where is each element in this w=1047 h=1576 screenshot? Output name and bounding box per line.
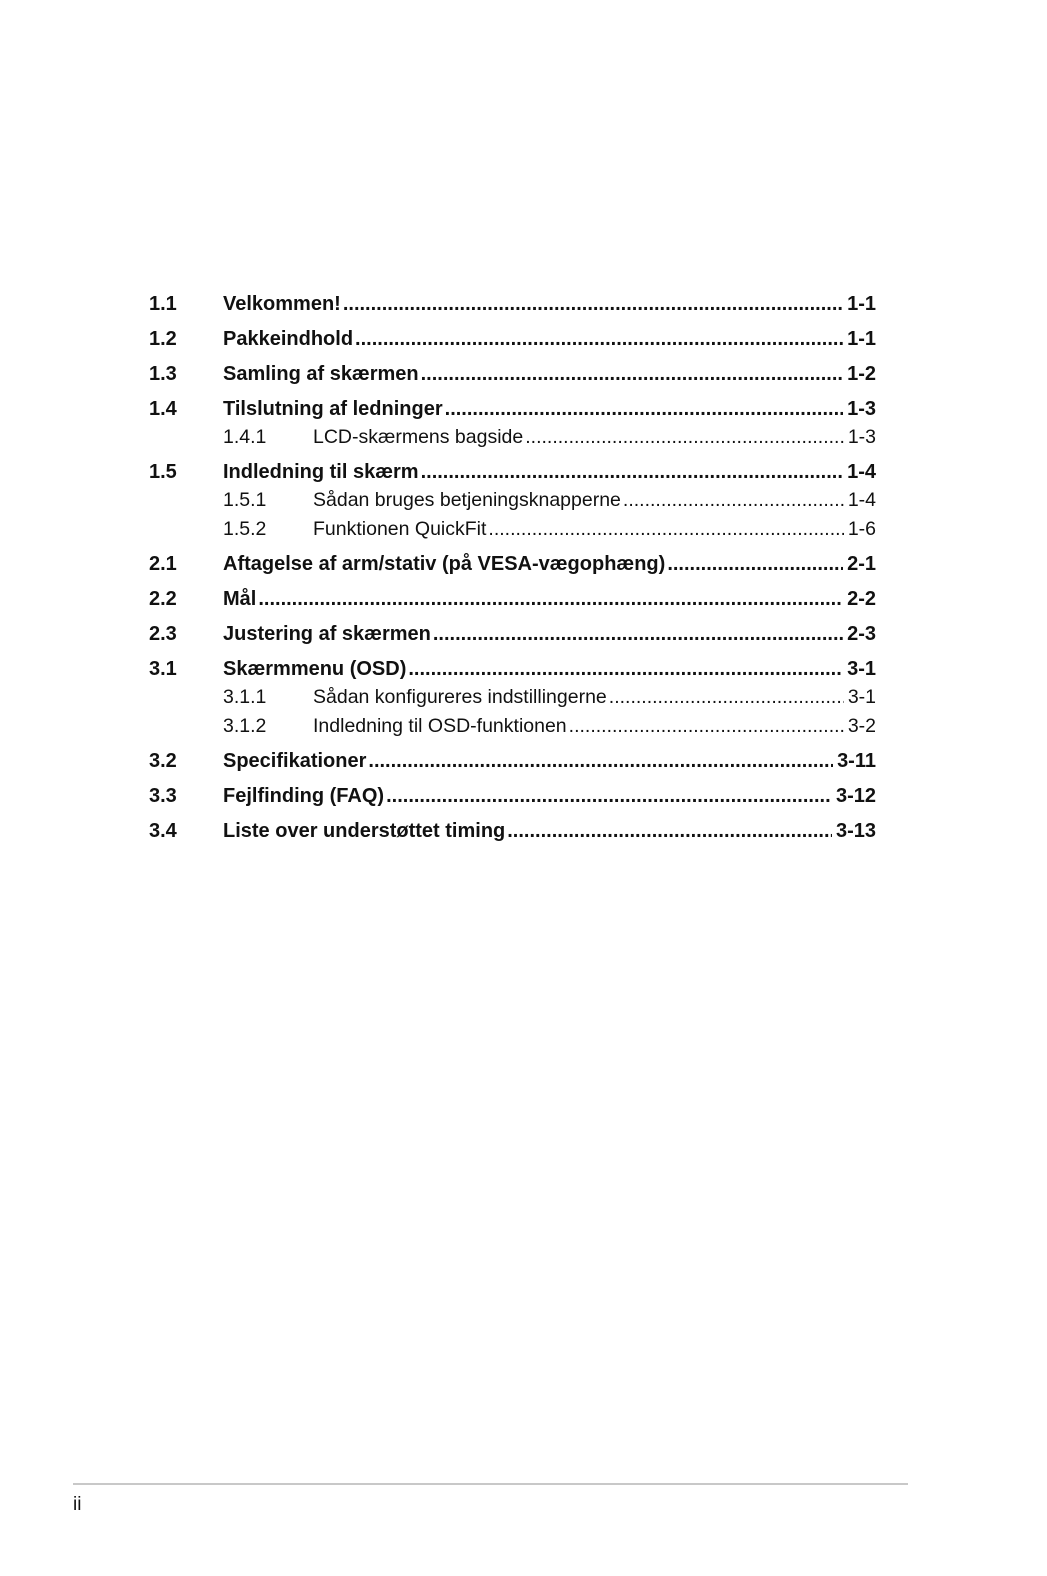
toc-entry[interactable] bbox=[149, 582, 876, 617]
toc-entry-page: 3-1 bbox=[847, 686, 876, 708]
toc-entry-title: Liste over understøttet timing bbox=[223, 820, 506, 842]
toc-entry-number: 2.2 bbox=[149, 588, 177, 610]
toc-dot-leader bbox=[569, 712, 844, 741]
toc-entry-title: Mål bbox=[223, 588, 257, 610]
toc-entry-number: 1.4 bbox=[149, 398, 177, 420]
toc-entry-number: 1.4.1 bbox=[223, 426, 267, 448]
toc-entry-number: 3.1.1 bbox=[223, 686, 267, 708]
toc-subentry[interactable] bbox=[149, 423, 876, 452]
toc-entry-page: 3-12 bbox=[835, 785, 876, 807]
toc-entry-number: 3.1.2 bbox=[223, 715, 267, 737]
toc-entry[interactable] bbox=[149, 617, 876, 652]
toc-dot-leader bbox=[258, 582, 843, 617]
toc-entry-title: Sådan bruges betjeningsknapperne bbox=[313, 489, 621, 511]
toc-entry-number: 1.5.1 bbox=[223, 489, 267, 511]
toc-entry[interactable] bbox=[149, 652, 876, 687]
toc-entry-page: 2-2 bbox=[847, 588, 876, 610]
toc-entry-number: 1.5.2 bbox=[223, 518, 267, 540]
toc-entry-title: Samling af skærmen bbox=[223, 363, 419, 385]
toc-dot-leader bbox=[386, 779, 832, 814]
toc-entry[interactable] bbox=[149, 814, 876, 849]
toc-entry[interactable] bbox=[149, 455, 876, 490]
toc-dot-leader bbox=[623, 486, 844, 515]
toc-dot-leader bbox=[408, 652, 843, 687]
toc-entry-page: 1-3 bbox=[847, 426, 876, 448]
toc-entry-page: 3-1 bbox=[847, 658, 876, 680]
toc-entry-title: Tilslutning af ledninger bbox=[223, 398, 443, 420]
toc-entry-page: 2-3 bbox=[847, 623, 876, 645]
toc-subentry[interactable] bbox=[149, 486, 876, 515]
toc-entry-number: 2.3 bbox=[149, 623, 177, 645]
toc-subentry[interactable] bbox=[149, 515, 876, 544]
toc-dot-leader bbox=[421, 357, 843, 392]
toc-entry-title: LCD-skærmens bagside bbox=[313, 426, 524, 448]
toc-entry-number: 3.3 bbox=[149, 785, 177, 807]
toc-entry-title: Aftagelse af arm/stativ (på VESA-vægophæng) bbox=[223, 553, 666, 575]
toc-entry-number: 1.3 bbox=[149, 363, 177, 385]
toc-entry-title: Specifikationer bbox=[223, 750, 367, 772]
toc-entry-title: Fejlfinding (FAQ) bbox=[223, 785, 385, 807]
toc-dot-leader bbox=[343, 287, 843, 322]
toc-entry-page: 1-4 bbox=[847, 461, 876, 483]
toc-entry-number: 1.1 bbox=[149, 293, 177, 315]
toc-entry-number: 3.4 bbox=[149, 820, 177, 842]
table-of-contents bbox=[149, 287, 876, 849]
toc-entry-title: Skærmmenu (OSD) bbox=[223, 658, 407, 680]
toc-dot-leader bbox=[667, 547, 843, 582]
toc-entry-page: 1-2 bbox=[847, 363, 876, 385]
toc-entry-page: 1-4 bbox=[847, 489, 876, 511]
toc-dot-leader bbox=[609, 683, 844, 712]
toc-entry-page: 3-13 bbox=[835, 820, 876, 842]
toc-dot-leader bbox=[433, 617, 843, 652]
toc-entry-title: Indledning til OSD-funktionen bbox=[313, 715, 567, 737]
toc-entry-number: 2.1 bbox=[149, 553, 177, 575]
toc-dot-leader bbox=[421, 455, 844, 490]
toc-entry-title: Justering af skærmen bbox=[223, 623, 431, 645]
toc-entry[interactable] bbox=[149, 744, 876, 779]
toc-entry-title: Indledning til skærm bbox=[223, 461, 419, 483]
toc-dot-leader bbox=[355, 322, 843, 357]
toc-entry-number: 3.2 bbox=[149, 750, 177, 772]
toc-entry-page: 1-3 bbox=[847, 398, 876, 420]
toc-entry-number: 1.5 bbox=[149, 461, 177, 483]
toc-entry[interactable] bbox=[149, 779, 876, 814]
toc-entry-number: 3.1 bbox=[149, 658, 177, 680]
toc-entry[interactable] bbox=[149, 357, 876, 392]
toc-entry[interactable] bbox=[149, 287, 876, 322]
toc-entry-page: 3-2 bbox=[847, 715, 876, 737]
footer-divider bbox=[73, 1483, 908, 1485]
toc-dot-leader bbox=[368, 744, 833, 779]
toc-entry-number: 1.2 bbox=[149, 328, 177, 350]
toc-entry-title: Sådan konfigureres indstillingerne bbox=[313, 686, 607, 708]
toc-subentry[interactable] bbox=[149, 683, 876, 712]
toc-entry-page: 2-1 bbox=[847, 553, 876, 575]
toc-entry-page: 1-6 bbox=[847, 518, 876, 540]
toc-entry-page: 1-1 bbox=[847, 293, 876, 315]
footer-page-number: ii bbox=[73, 1494, 82, 1515]
toc-entry-title: Pakkeindhold bbox=[223, 328, 354, 350]
toc-entry-title: Funktionen QuickFit bbox=[313, 518, 487, 540]
toc-entry[interactable] bbox=[149, 547, 876, 582]
toc-dot-leader bbox=[525, 423, 844, 452]
toc-dot-leader bbox=[488, 515, 843, 544]
toc-entry[interactable] bbox=[149, 392, 876, 427]
toc-subentry[interactable] bbox=[149, 712, 876, 741]
toc-dot-leader bbox=[445, 392, 843, 427]
toc-entry-page: 1-1 bbox=[847, 328, 876, 350]
toc-entry-page: 3-11 bbox=[837, 750, 876, 772]
toc-entry-title: Velkommen! bbox=[223, 293, 341, 315]
toc-dot-leader bbox=[507, 814, 832, 849]
toc-entry[interactable] bbox=[149, 322, 876, 357]
